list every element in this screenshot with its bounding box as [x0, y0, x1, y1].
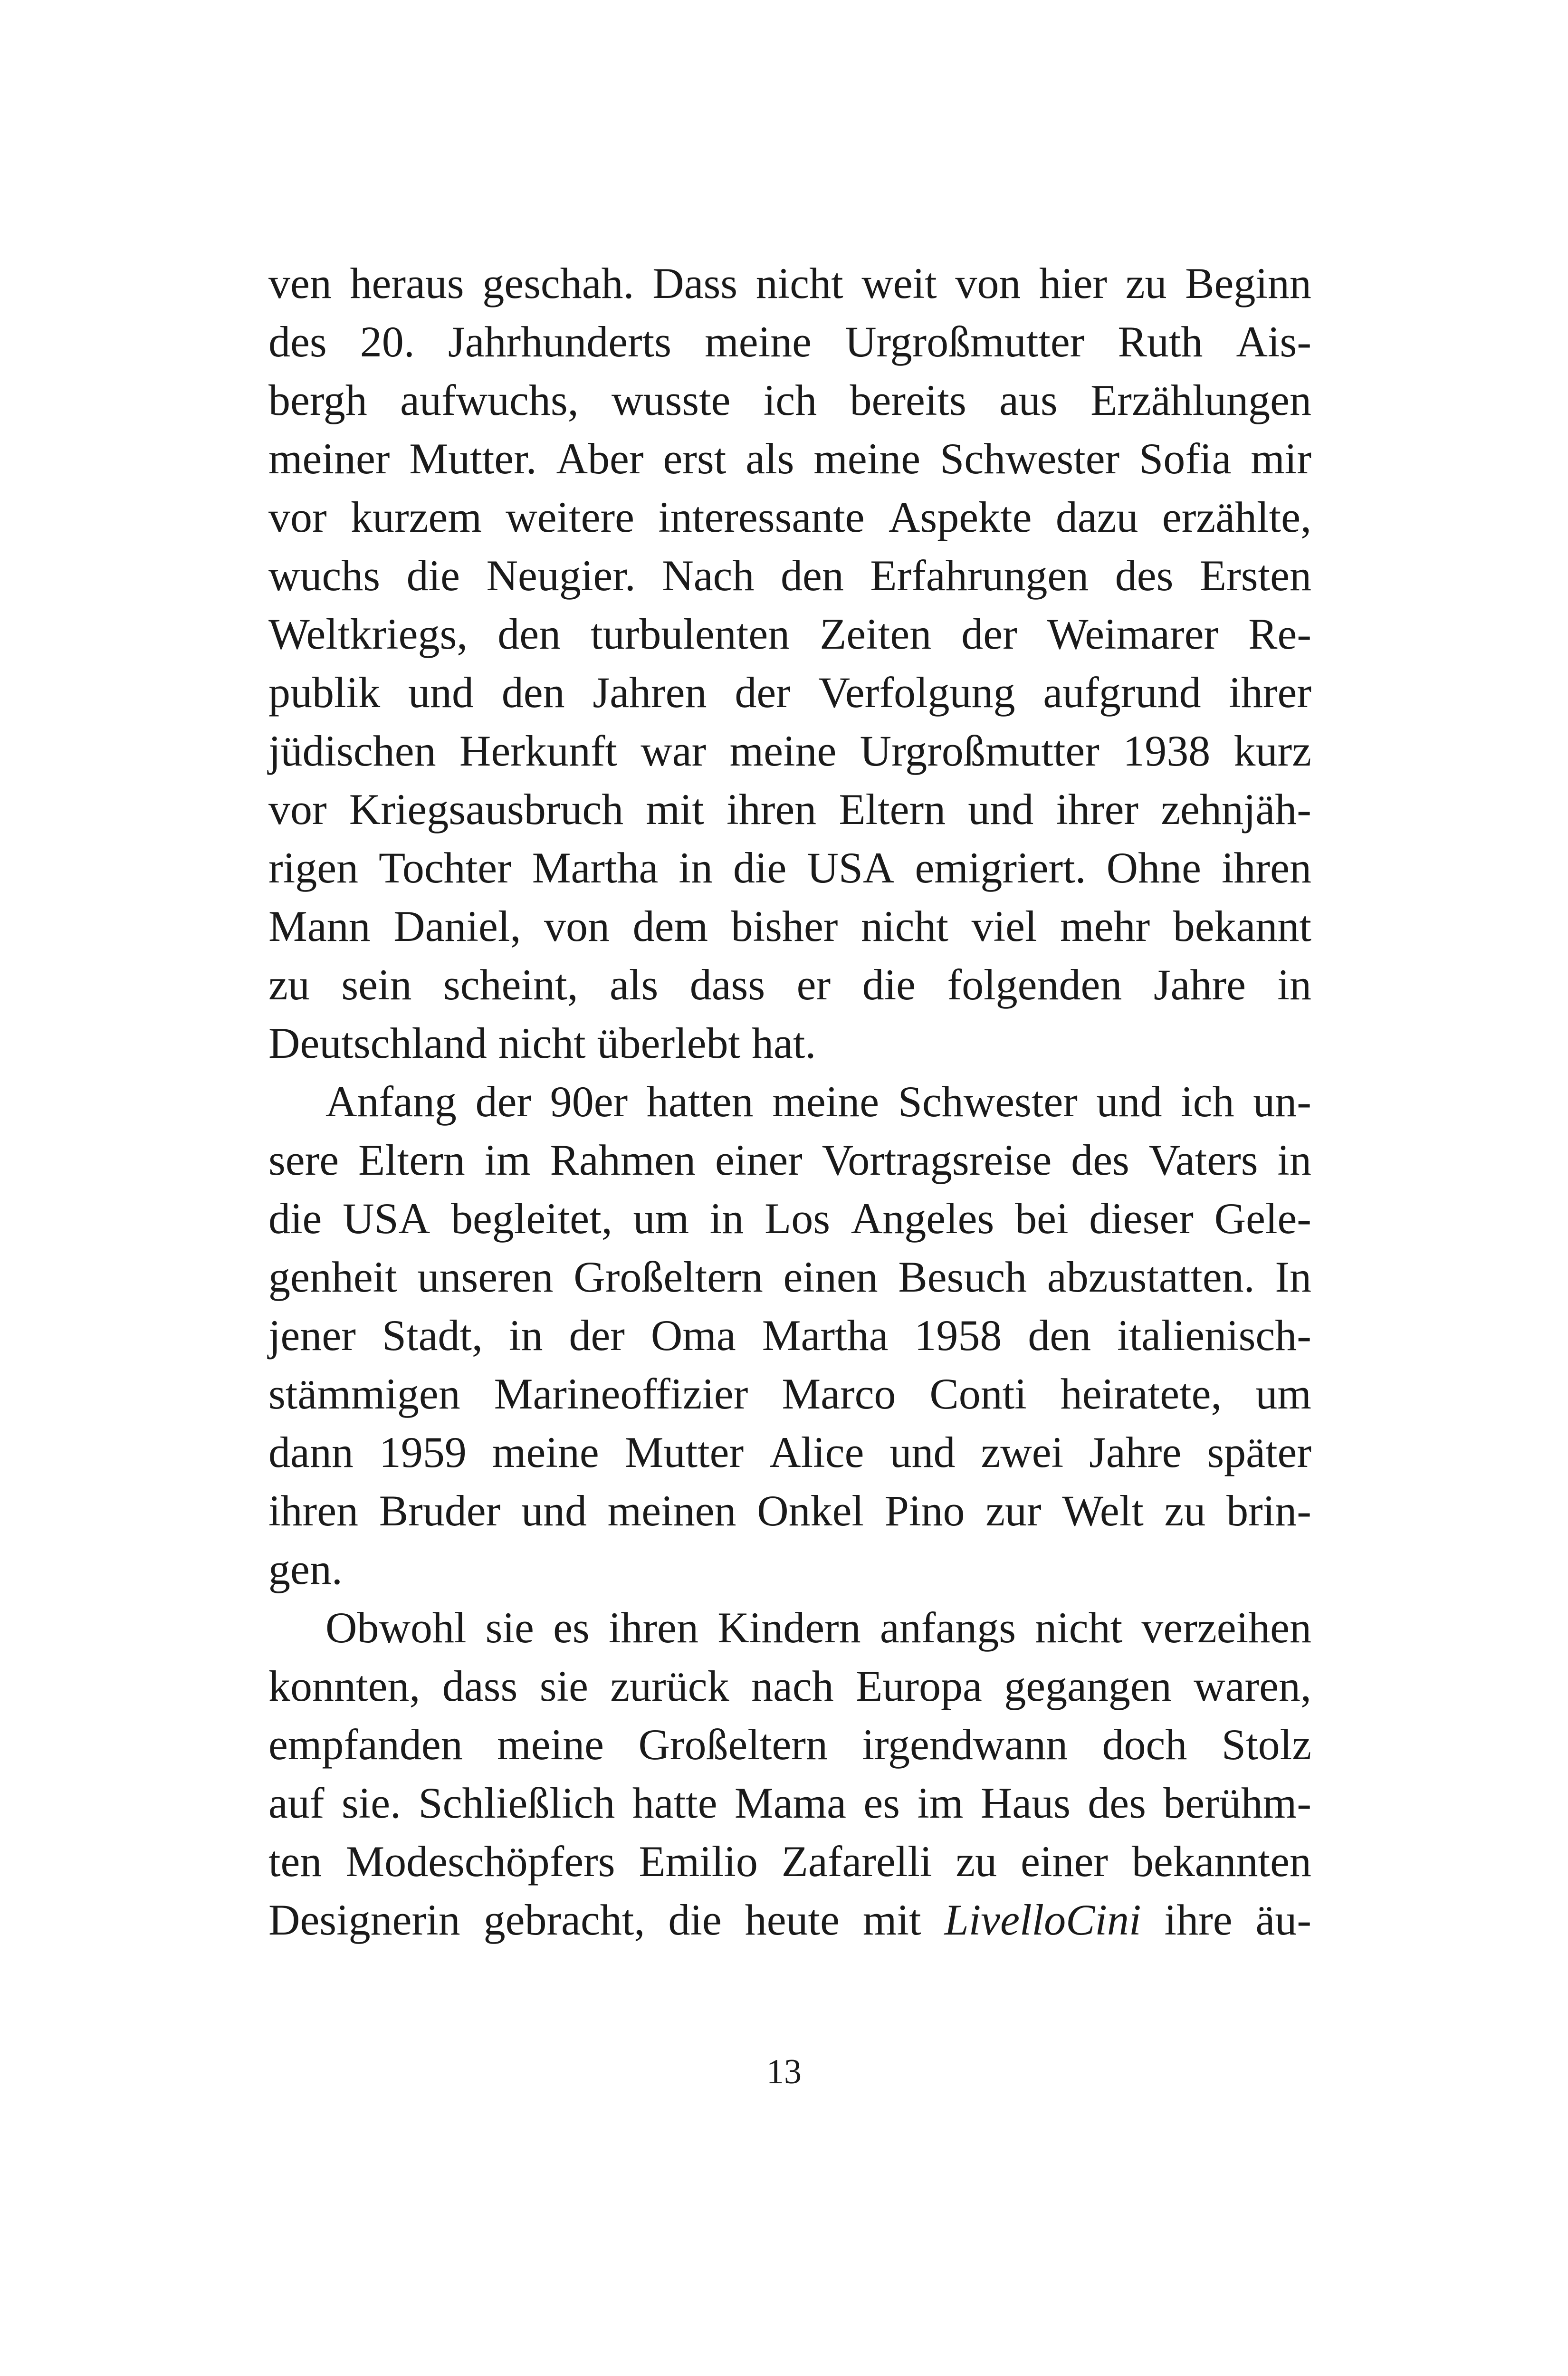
word: hatten — [646, 1077, 754, 1126]
word: dass — [689, 960, 765, 1009]
word: Marineoffizier — [494, 1370, 748, 1418]
word: dass — [442, 1662, 518, 1710]
word: Europa — [856, 1662, 982, 1710]
word: zu — [956, 1837, 997, 1886]
word: einer — [1021, 1837, 1108, 1886]
text-line — [268, 780, 1311, 839]
word: bergh — [268, 376, 367, 424]
word: Aber — [556, 434, 644, 483]
word: zu — [1164, 1486, 1206, 1535]
word: interessante — [658, 493, 865, 541]
word: ihren — [1221, 843, 1311, 892]
word: es — [553, 1603, 590, 1652]
word: Kriegsausbruch — [349, 785, 624, 834]
word: und — [408, 668, 474, 717]
word: ihren — [608, 1603, 698, 1652]
word: Ersten — [1199, 551, 1311, 600]
word: un- — [1253, 1077, 1311, 1126]
word: berühm- — [1163, 1779, 1311, 1827]
text-line — [268, 1131, 1311, 1189]
word: Stadt, — [382, 1311, 483, 1360]
word: Aspekte — [888, 493, 1032, 541]
word: In — [1275, 1253, 1311, 1301]
word: Designerin — [268, 1896, 460, 1944]
word: meine — [772, 1077, 880, 1126]
text-line — [268, 1599, 1311, 1657]
word: rigen — [268, 843, 359, 892]
text-line — [268, 722, 1311, 780]
text-line — [268, 1891, 1311, 1949]
word: Bruder — [379, 1486, 501, 1535]
word: viel — [971, 902, 1037, 950]
text-line — [268, 1482, 1311, 1540]
word: ihren — [268, 1486, 359, 1535]
word: kurz — [1233, 727, 1311, 775]
word: Los — [765, 1194, 831, 1243]
word: jener — [268, 1311, 356, 1360]
word: Conti — [929, 1370, 1027, 1418]
word: auf — [268, 1779, 325, 1827]
word: in — [1277, 960, 1311, 1009]
text-line — [268, 1715, 1311, 1774]
word: des — [1115, 551, 1174, 600]
word: Verfolgung — [818, 668, 1015, 717]
word: Obwohl — [325, 1603, 467, 1652]
word: und — [889, 1428, 956, 1476]
word: hier — [1039, 259, 1108, 307]
word: Zafarelli — [781, 1837, 932, 1886]
word: heute — [745, 1896, 840, 1944]
word: Haus — [980, 1779, 1071, 1827]
text-line — [268, 371, 1311, 430]
word: Großeltern — [638, 1720, 828, 1769]
word: Emilio — [639, 1837, 758, 1886]
word: Mann — [268, 902, 371, 950]
word: Modeschöpfers — [345, 1837, 615, 1886]
text-line — [268, 897, 1311, 956]
text-line — [268, 488, 1311, 546]
word: die — [668, 1896, 722, 1944]
word: und — [1096, 1077, 1162, 1126]
word: dann — [268, 1428, 354, 1476]
word: als — [610, 960, 659, 1009]
word: anfangs — [880, 1603, 1016, 1652]
text-line — [268, 1423, 1311, 1482]
word: mit — [646, 785, 704, 834]
word: gebracht, — [483, 1896, 645, 1944]
word: bisher — [731, 902, 838, 950]
word: zwei — [981, 1428, 1064, 1476]
word: zur — [985, 1486, 1042, 1535]
word: der — [961, 610, 1017, 658]
word: vor — [268, 785, 327, 834]
word: der — [569, 1311, 625, 1360]
word: erst — [663, 434, 727, 483]
word: in — [709, 1194, 744, 1243]
text-line — [268, 254, 1311, 313]
word: einer — [715, 1136, 803, 1184]
word: Mutter. — [409, 434, 537, 483]
word: hatte — [632, 1779, 717, 1827]
word: meine — [729, 727, 837, 775]
word: ich — [1181, 1077, 1234, 1126]
word: Martha — [762, 1311, 889, 1360]
word: irgendwann — [862, 1720, 1068, 1769]
text-line — [268, 956, 1311, 1014]
word: sie — [485, 1603, 534, 1652]
word: emigriert. — [915, 843, 1086, 892]
word: Sofia — [1139, 434, 1232, 483]
word: Alice — [769, 1428, 864, 1476]
word: Pino — [884, 1486, 965, 1535]
word: 20. — [360, 317, 415, 366]
word: ich — [763, 376, 817, 424]
word: genheit — [268, 1253, 397, 1301]
word: bekannten — [1131, 1837, 1311, 1886]
word: in — [679, 843, 713, 892]
word: Kindern — [717, 1603, 861, 1652]
word: aus — [999, 376, 1058, 424]
word: Urgroßmutter — [860, 727, 1100, 775]
word: Urgroßmutter — [845, 317, 1085, 366]
word: brin- — [1226, 1486, 1311, 1535]
word: den — [497, 610, 561, 658]
word: hat. — [752, 1019, 816, 1067]
text-line — [268, 1657, 1311, 1715]
word: meiner — [268, 434, 390, 483]
word: Schwester — [898, 1077, 1078, 1126]
word: publik — [268, 668, 381, 717]
word: meinen — [607, 1486, 736, 1535]
word: im — [484, 1136, 531, 1184]
word: geschah. — [482, 259, 634, 307]
word: heraus — [350, 259, 464, 307]
word: stämmigen — [268, 1370, 460, 1418]
word: ihrer — [1229, 668, 1311, 717]
word: gegangen — [1004, 1662, 1172, 1710]
word: um — [633, 1194, 689, 1243]
word: Eltern — [839, 785, 946, 834]
word: Anfang — [325, 1077, 457, 1126]
word: aufwuchs, — [400, 376, 579, 424]
text-line — [268, 1248, 1311, 1306]
word: Stolz — [1221, 1720, 1311, 1769]
word: in — [1277, 1136, 1311, 1184]
text-line — [268, 430, 1311, 488]
word: mit — [862, 1896, 921, 1944]
word: des — [268, 317, 327, 366]
word: den — [501, 668, 565, 717]
word: Großeltern — [574, 1253, 763, 1301]
word: 1959 — [379, 1428, 467, 1476]
word: nicht — [498, 1019, 586, 1067]
word: Rahmen — [550, 1136, 696, 1184]
word: dieser — [1089, 1194, 1194, 1243]
word: Ruth — [1118, 317, 1203, 366]
word: Marco — [782, 1370, 896, 1418]
word: die — [862, 960, 916, 1009]
word: den — [1028, 1311, 1091, 1360]
word: turbulenten — [591, 610, 790, 658]
word: bekannt — [1173, 902, 1311, 950]
word: ihren — [727, 785, 817, 834]
text-line — [268, 1540, 1311, 1599]
word: Angeles — [851, 1194, 994, 1243]
word: Weimarer — [1047, 610, 1219, 658]
word: Tochter — [379, 843, 512, 892]
word: die — [406, 551, 460, 600]
word: wusste — [612, 376, 731, 424]
word: Zeiten — [820, 610, 932, 658]
word: bei — [1015, 1194, 1069, 1243]
word: ihrer — [1056, 785, 1139, 834]
word: gen. — [268, 1545, 343, 1593]
word: Mutter — [624, 1428, 744, 1476]
word: der — [735, 668, 791, 717]
word: später — [1207, 1428, 1311, 1476]
word: nicht — [861, 902, 948, 950]
word: Gele- — [1214, 1194, 1311, 1243]
word: des — [1071, 1136, 1129, 1184]
word: er — [796, 960, 831, 1009]
word: der — [475, 1077, 532, 1126]
word: von — [544, 902, 610, 950]
word: meine — [705, 317, 812, 366]
word: unseren — [417, 1253, 554, 1301]
word: ten — [268, 1837, 322, 1886]
word: Dass — [652, 259, 738, 307]
word: ven — [268, 259, 332, 307]
word: sein — [341, 960, 412, 1009]
word: Nach — [662, 551, 755, 600]
word: Welt — [1062, 1486, 1144, 1535]
word: und — [521, 1486, 587, 1535]
word: einen — [783, 1253, 878, 1301]
word: Jahrhunderts — [448, 317, 672, 366]
word: und — [968, 785, 1034, 834]
text-line — [268, 1365, 1311, 1423]
word: überlebt — [597, 1019, 741, 1067]
word: jüdischen — [268, 727, 436, 775]
word: zu — [1125, 259, 1167, 307]
word: begleitet, — [450, 1194, 612, 1243]
word: Vortragsreise — [822, 1136, 1052, 1184]
body-text — [268, 254, 1311, 1949]
word: in — [508, 1311, 543, 1360]
word: folgenden — [947, 960, 1122, 1009]
word: USA — [807, 843, 895, 892]
word: verzeihen — [1141, 1603, 1311, 1652]
word: kurzem — [351, 493, 482, 541]
word: Besuch — [898, 1253, 1027, 1301]
word: meine — [497, 1720, 604, 1769]
word: USA — [343, 1194, 430, 1243]
word: Vaters — [1148, 1136, 1258, 1184]
text-line — [268, 1014, 1311, 1073]
word: empfanden — [268, 1720, 463, 1769]
word: meine — [813, 434, 921, 483]
word: war — [641, 727, 707, 775]
word: Ais- — [1236, 317, 1311, 366]
text-line — [268, 663, 1311, 722]
word: es — [863, 1779, 900, 1827]
word: mir — [1251, 434, 1311, 483]
text-line — [268, 313, 1311, 371]
word: Re- — [1248, 610, 1311, 658]
word: sie — [539, 1662, 588, 1710]
word: bereits — [850, 376, 966, 424]
word: 1938 — [1123, 727, 1211, 775]
text-line — [268, 1189, 1311, 1248]
word: waren, — [1194, 1662, 1311, 1710]
word: 90er — [550, 1077, 628, 1126]
word: weitere — [506, 493, 634, 541]
word: Herkunft — [459, 727, 618, 775]
word: wuchs — [268, 551, 381, 600]
text-line — [268, 839, 1311, 897]
word: Schließlich — [418, 1779, 615, 1827]
word: sere — [268, 1136, 339, 1184]
word: die — [268, 1194, 322, 1243]
word: vor — [268, 493, 327, 541]
word: zu — [268, 960, 310, 1009]
word: im — [917, 1779, 964, 1827]
word: Deutschland — [268, 1019, 487, 1067]
word: Daniel, — [393, 902, 521, 950]
word: Schwester — [940, 434, 1120, 483]
word: konnten, — [268, 1662, 421, 1710]
word: meine — [492, 1428, 599, 1476]
word: ihre — [1164, 1896, 1233, 1944]
word: Ohne — [1106, 843, 1201, 892]
word: Erfahrungen — [870, 551, 1089, 600]
page-number: 13 — [766, 2052, 802, 2091]
text-line — [268, 1306, 1311, 1365]
word: Eltern — [358, 1136, 465, 1184]
word: äu- — [1255, 1896, 1311, 1944]
word: den — [781, 551, 844, 600]
word: erzählte, — [1162, 493, 1311, 541]
word: abzustatten. — [1047, 1253, 1255, 1301]
text-line — [268, 546, 1311, 605]
word: Oma — [650, 1311, 736, 1360]
word: dazu — [1055, 493, 1138, 541]
text-line — [268, 605, 1311, 663]
word: Martha — [532, 843, 659, 892]
word: nicht — [755, 259, 843, 307]
word: von — [955, 259, 1021, 307]
word: Erzählungen — [1090, 376, 1311, 424]
text-line — [268, 1832, 1311, 1891]
word: Jahren — [593, 668, 707, 717]
word: Onkel — [757, 1486, 864, 1535]
word: 1958 — [914, 1311, 1002, 1360]
word: die — [733, 843, 787, 892]
word: mehr — [1060, 902, 1150, 950]
word: dem — [632, 902, 708, 950]
word: um — [1255, 1370, 1311, 1418]
word: als — [746, 434, 794, 483]
word: scheint, — [443, 960, 578, 1009]
text-line — [268, 1073, 1311, 1131]
word: Beginn — [1185, 259, 1311, 307]
word: Weltkriegs, — [268, 610, 468, 658]
word: Mama — [734, 1779, 846, 1827]
word: nach — [751, 1662, 834, 1710]
word: nicht — [1035, 1603, 1123, 1652]
word: heiratete, — [1060, 1370, 1222, 1418]
word: doch — [1102, 1720, 1187, 1769]
word: zehnjäh- — [1161, 785, 1311, 834]
word: aufgrund — [1043, 668, 1201, 717]
word: LivelloCini — [944, 1896, 1141, 1944]
word: Neugier. — [486, 551, 636, 600]
word: zurück — [610, 1662, 729, 1710]
word: Jahre — [1153, 960, 1246, 1009]
word: des — [1088, 1779, 1146, 1827]
text-line — [268, 1774, 1311, 1832]
word: italienisch- — [1117, 1311, 1311, 1360]
word: Jahre — [1089, 1428, 1182, 1476]
word: weit — [861, 259, 937, 307]
word: sie. — [341, 1779, 402, 1827]
